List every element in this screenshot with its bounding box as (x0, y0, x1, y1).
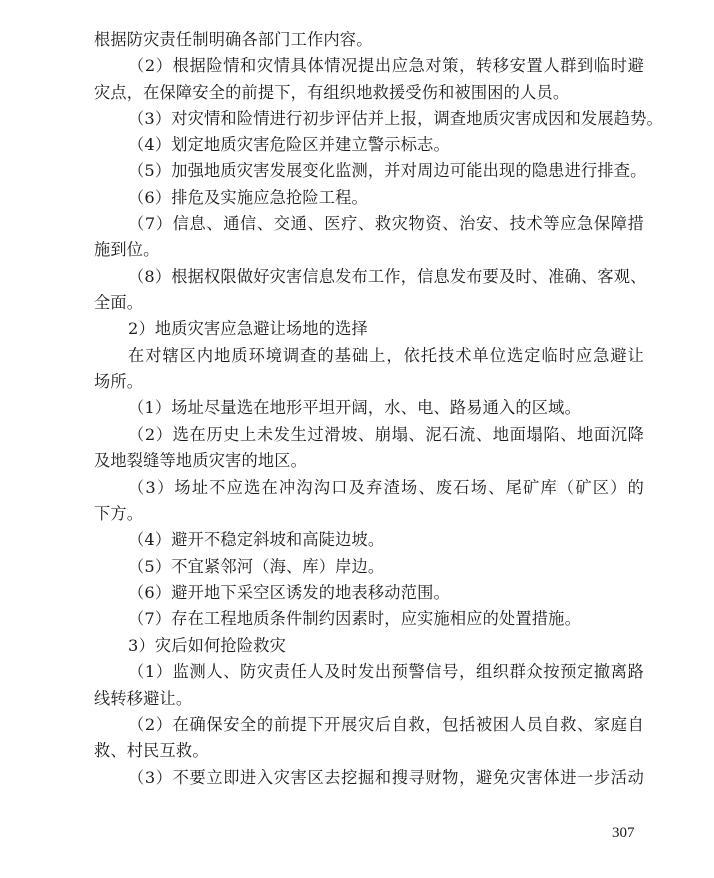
text-line: （5）不宜紧邻河（海、库）岸边。 (128, 557, 385, 576)
text-line: （3）不要立即进入灾害区去挖掘和搜寻财物，避免灾害体进一步活动 (128, 768, 644, 787)
text-line: （1）场址尽量选在地形平坦开阔，水、电、路易通入的区域。 (128, 398, 581, 417)
text-line: （5）加强地质灾害发展变化监测，并对周边可能出现的隐患进行排查。 (128, 161, 647, 180)
text-line: （6）避开地下采空区诱发的地表移动范围。 (128, 583, 450, 602)
text-line: （8）根据权限做好灾害信息发布工作，信息发布要及时、准确、客观、 (128, 267, 647, 286)
text-line: （7）存在工程地质条件制约因素时，应实施相应的处置措施。 (128, 609, 581, 628)
text-line: （3）场址不应选在冲沟沟口及弃渣场、废石场、尾矿库（矿区）的 (128, 478, 644, 497)
text-line: 灾点，在保障安全的前提下，有组织地救援受伤和被围困的人员。 (94, 83, 570, 102)
text-line: （2）根据险情和灾情具体情况提出应急对策，转移安置人群到临时避 (128, 56, 644, 75)
section-heading: 2）地质灾害应急避让场地的选择 (128, 319, 368, 338)
page-number: 307 (612, 825, 635, 841)
text-line: （6）排危及实施应急抢险工程。 (128, 188, 368, 207)
text-line: （7）信息、通信、交通、医疗、救灾物资、治安、技术等应急保障措 (128, 214, 644, 233)
text-line: 根据防灾责任制明确各部门工作内容。 (94, 30, 373, 49)
text-line: （2）选在历史上未发生过滑坡、崩塌、泥石流、地面塌陷、地面沉降 (128, 425, 644, 444)
text-line: （1）监测人、防灾责任人及时发出预警信号，组织群众按预定撤离路 (128, 662, 644, 681)
text-line: 在对辖区内地质环境调查的基础上，依托技术单位选定临时应急避让 (128, 346, 644, 365)
text-line: 全面。 (94, 293, 144, 312)
text-line: 施到位。 (94, 240, 160, 259)
section-heading: 3）灾后如何抢险救灾 (128, 636, 286, 655)
text-line: （4）划定地质灾害危险区并建立警示标志。 (128, 135, 450, 154)
text-line: 下方。 (94, 504, 144, 523)
text-line: 场所。 (94, 372, 144, 391)
text-line: （3）对灾情和险情进行初步评估并上报，调查地质灾害成因和发展趋势。 (128, 109, 663, 128)
text-line: （2）在确保安全的前提下开展灾后自救，包括被困人员自救、家庭自 (128, 715, 644, 734)
text-line: （4）避开不稳定斜坡和高陡边坡。 (128, 530, 385, 549)
text-line: 线转移避让。 (94, 689, 193, 708)
text-line: 救、村民互救。 (94, 741, 209, 760)
text-line: 及地裂缝等地质灾害的地区。 (94, 451, 308, 470)
